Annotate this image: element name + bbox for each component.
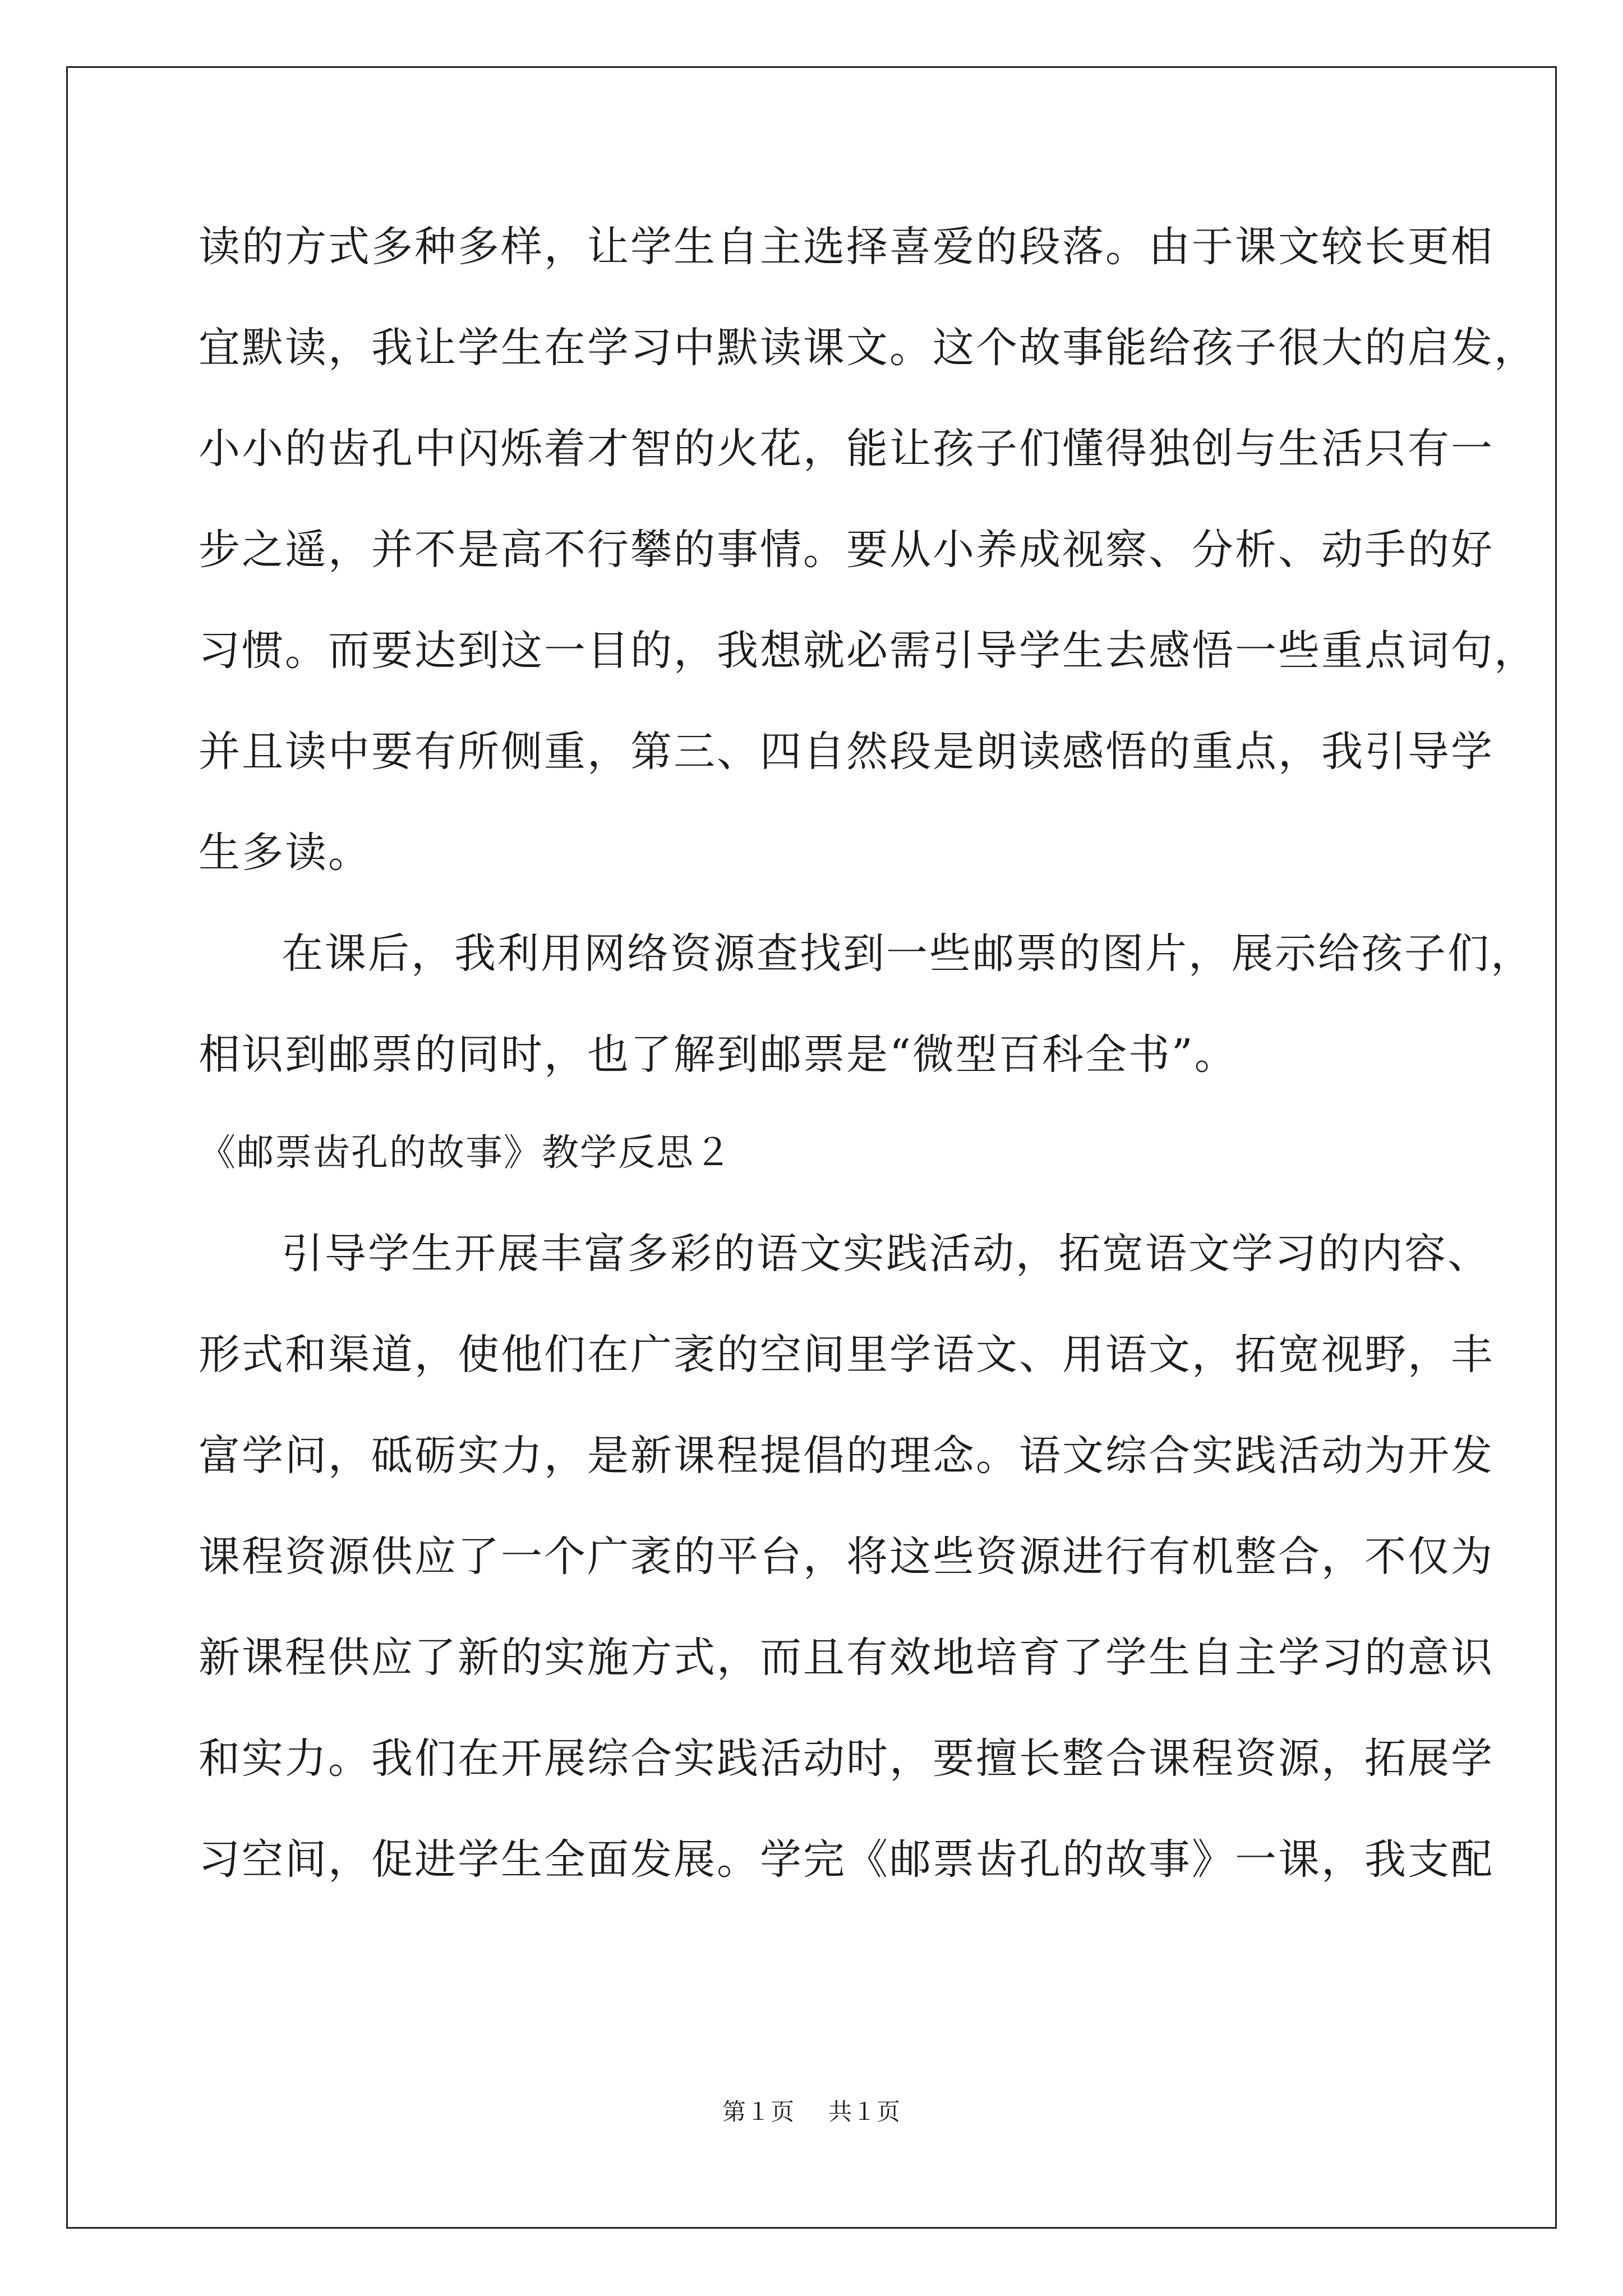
section-heading: 《邮票齿孔的故事》教学反思２: [199, 1131, 732, 1174]
body-line-11: 引导学生开展丰富多彩的语文实践活动，拓宽语文学习的内容、: [282, 1230, 1491, 1278]
body-line-6: 并且读中要有所侧重，第三、四自然段是朗读感悟的重点，我引导学: [199, 728, 1494, 776]
page-footer: [0, 2095, 1623, 2129]
body-line-17: 习空间，促进学生全面发展。学完《邮票齿孔的故事》一课，我支配: [199, 1835, 1494, 1884]
body-line-13: 富学问，砥砺实力，是新课程提倡的理念。语文综合实践活动为开发: [199, 1432, 1494, 1480]
body-line-9: 相识到邮票的同时，也了解到邮票是“微型百科全书”。: [199, 1030, 1238, 1079]
body-line-3: 小小的齿孔中闪烁着才智的火花，能让孩子们懂得独创与生活只有一: [199, 425, 1494, 473]
body-line-12: 形式和渠道，使他们在广袤的空间里学语文、用语文，拓宽视野，丰: [199, 1331, 1494, 1379]
body-line-15: 新课程供应了新的实施方式，而且有效地培育了学生自主学习的意识: [199, 1634, 1494, 1682]
body-line-7: 生多读。: [199, 829, 371, 877]
body-line-4: 步之遥，并不是高不行攀的事情。要从小养成视察、分析、动手的好: [199, 526, 1494, 574]
body-line-5: 习惯。而要达到这一目的，我想就必需引导学生去感悟一些重点词句，: [199, 627, 1537, 675]
page-total: 共１页: [828, 2098, 901, 2125]
page-number: 第１页: [722, 2098, 795, 2125]
body-line-16: 和实力。我们在开展综合实践活动时，要擅长整合课程资源，拓展学: [199, 1734, 1494, 1783]
body-line-8: 在课后，我利用网络资源查找到一些邮票的图片，展示给孩子们，: [282, 930, 1534, 978]
body-line-1: 读的方式多种多样，让学生自主选择喜爱的段落。由于课文较长更相: [199, 223, 1494, 271]
body-line-14: 课程资源供应了一个广袤的平台，将这些资源进行有机整合，不仅为: [199, 1533, 1494, 1581]
body-line-2: 宜默读，我让学生在学习中默读课文。这个故事能给孩子很大的启发，: [199, 324, 1537, 372]
